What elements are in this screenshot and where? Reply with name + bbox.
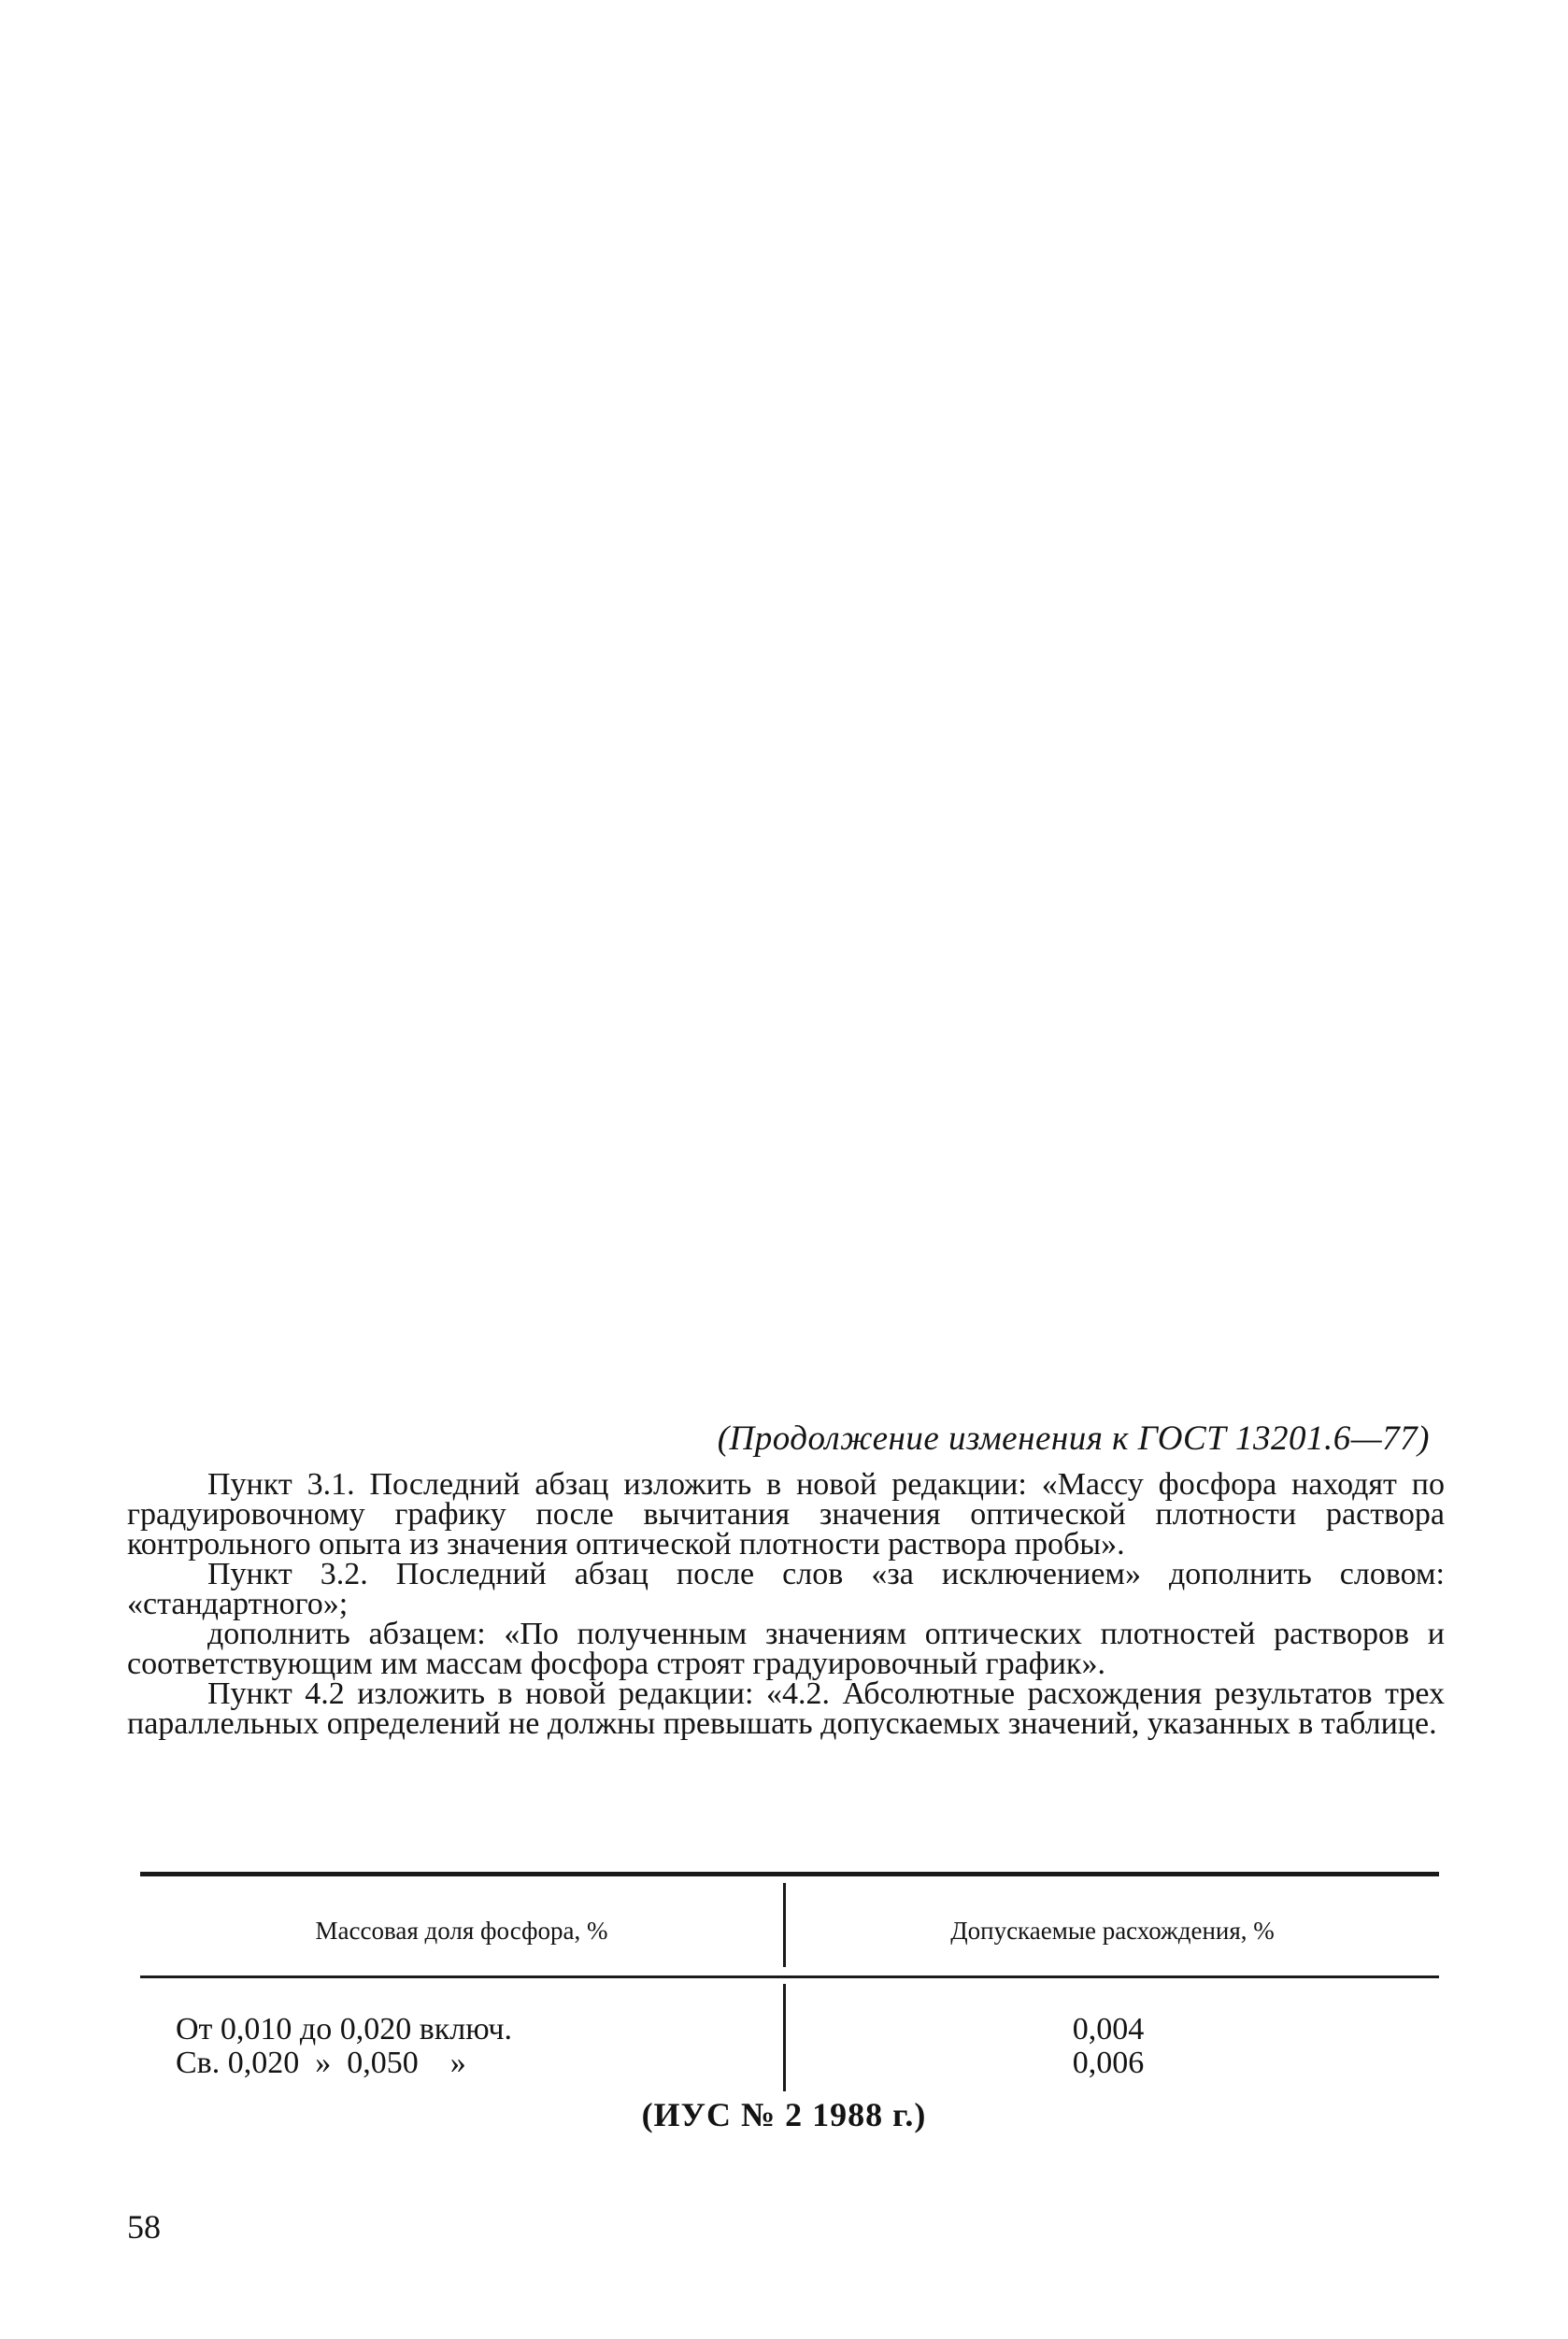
table-header-rule (140, 1975, 1439, 1978)
table-row (140, 2012, 1439, 2046)
source-note: (ИУС № 2 1988 г.) (641, 2096, 927, 2133)
table-header-fraction: Массовая доля фосфора, % (315, 1917, 608, 1945)
table-cell-tolerance: 0,006 (1072, 2046, 1145, 2080)
table-cell-fraction: От 0,010 до 0,020 включ. (176, 2012, 512, 2047)
table-header-tolerance: Допускаемые расхождения, % (950, 1917, 1275, 1945)
paragraph-item-3-2: Пункт 3.2. Последний абзац после слов «за исключением» дополнить словом: «стандартного»; (127, 1557, 1445, 1621)
table-cell-tolerance: 0,004 (1072, 2012, 1145, 2047)
paragraph-item-4-2: Пункт 4.2 изложить в новой редакции: «4.2. Абсолютные расхождения результатов трех параллельных определений не должны превышать допускаемых значений, указанных в таблице. (127, 1676, 1445, 1741)
table-cell-fraction: Св. 0,020 » 0,050 » (176, 2046, 466, 2080)
page-number: 58 (127, 2208, 161, 2246)
table-row (140, 2046, 1439, 2079)
paragraph-addition: дополнить абзацем: «По полученным значениям оптических плотностей растворов и соответствующим им массам фосфора строят градуировочный график». (127, 1617, 1445, 1681)
continuation-header: (Продолжение изменения к ГОСТ 13201.6—77) (717, 1419, 1430, 1458)
paragraph-item-3-1: Пункт 3.1. Последний абзац изложить в новой редакции: «Массу фосфора находят по градуировочному графику после вычитания значения оптической плотности раствора контрольного опыта из значения оптической плотности раствора пробы». (127, 1467, 1445, 1562)
table-top-rule (140, 1872, 1439, 1876)
body-text (127, 1467, 1445, 1741)
